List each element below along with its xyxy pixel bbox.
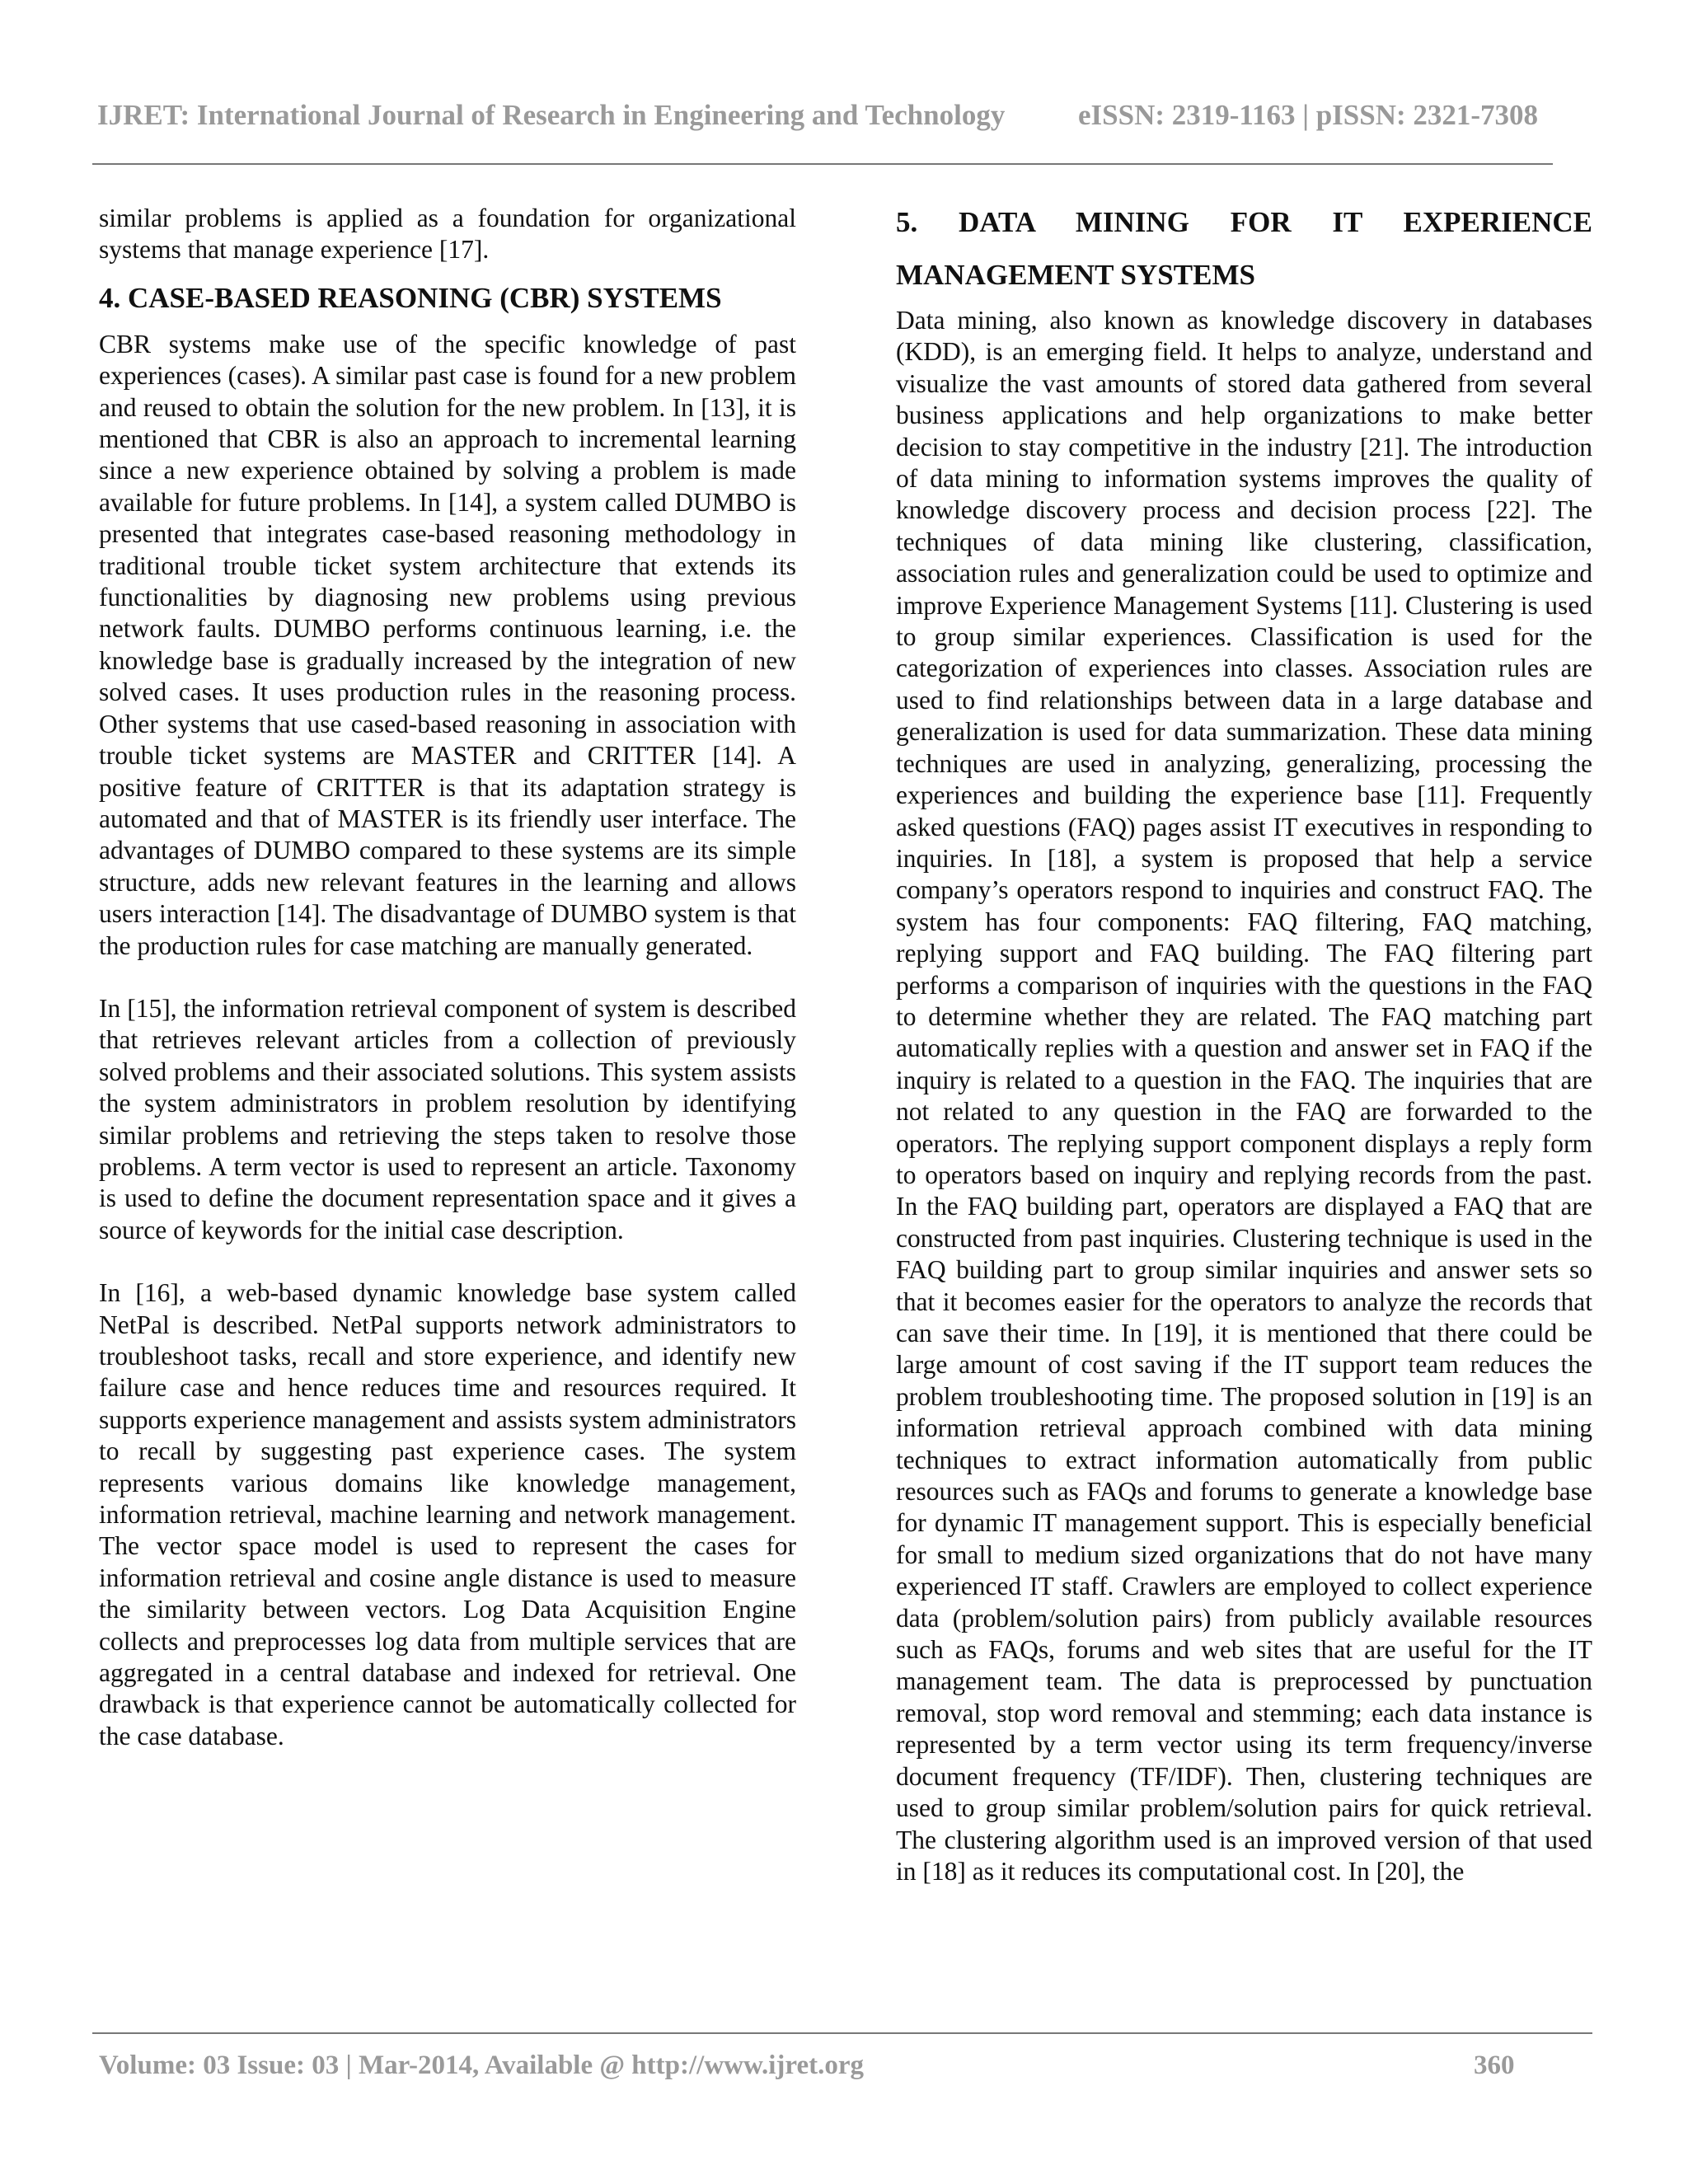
section-4-paragraph-2: In [15], the information retrieval component of system is described that retrieves relevant articles from a collection of previously solved problems and their associated solutions. This system assists the system administrators in problem resolution by identifying similar problems and retrieving the steps taken to resolve those problems. A term vector is used to represent an article. Taxonomy is used to define the document representation space and it gives a source of keywords for the initial case description. xyxy=(99,993,796,1244)
intro-paragraph: similar problems is applied as a foundation for organizational systems that manage experience [17]. xyxy=(99,204,796,265)
footer-rule xyxy=(92,2032,1592,2034)
section-4-paragraph-3: In [16], a web-based dynamic knowledge base system called NetPal is described. NetPal supports network administrators to troubleshoot tasks, recall and store experience, and identify new failure case and hence reduces time and resources required. It supports experience management and assists system administrators to recall by suggesting past experience cases. The system represents various domains like knowledge management, information retrieval, machine learning and network management. The vector space model is used to represent the cases for information retrieval and cosine angle distance is used to measure the similarity between vectors. Log Data Acquisition Engine collects and preprocesses log data from multiple services that are aggregated in a central database and indexed for retrieval. One drawback is that experience cannot be automatically collected for the case database. xyxy=(99,1278,796,1750)
volume-info: Volume: 03 Issue: 03 | Mar-2014, Available @ http://www.ijret.org xyxy=(99,2050,864,2080)
right-column xyxy=(896,203,1592,1887)
section-5-heading-line-1: 5. DATA MINING FOR IT EXPERIENCE xyxy=(896,206,1592,238)
paragraph-gap xyxy=(99,962,796,993)
journal-title: IJRET: International Journal of Research in Engineering and Technology xyxy=(97,99,1006,131)
section-5-paragraph-1: Data mining, also known as knowledge discovery in databases (KDD), is an emerging field. It helps to analyze, understand and visualize the vast amounts of stored data gathered from several business applications and help organizations to make better decision to stay competitive in the industry [21]. The introduction of data mining to information systems improves the quality of knowledge discovery process and decision process [22]. The techniques of data mining like clustering, classification, association rules and generalization could be used to optimize and improve Experience Management Systems [11]. Clustering is used to group similar experiences. Classification is used for the categorization of experiences into classes. Association rules are used to find relationships between data in a large database and generalization is used for data summarization. These data mining techniques are used in analyzing, generalizing, processing the experiences and building the experience base [11]. Frequently asked questions (FAQ) pages assist IT executives in responding to inquiries. In [18], a system is proposed that help a service company’s operators respond to inquiries and construct FAQ. The system has four components: FAQ filtering, FAQ matching, replying support and FAQ building. The FAQ filtering part performs a comparison of inquiries with the questions in the FAQ to determine whether they are related. The FAQ matching part automatically replies with a question and answer set in FAQ if the inquiry is related to a question in the FAQ. The inquiries that are not related to any question in the FAQ are forwarded to the operators. The replying support component displays a reply form to operators based on inquiry and replying records from the past. In the FAQ building part, operators are displayed a FAQ that are constructed from past inquiries. Clustering technique is used in the FAQ building part to group similar inquiries and answer sets so that it becomes easier for the operators to analyze the records that can save their time. In [19], it is mentioned that there could be large amount of cost saving if the IT support team reduces the problem troubleshooting time. The proposed solution in [19] is an information retrieval approach combined with data mining techniques to extract information automatically from public resources such as FAQs and forums to generate a knowledge base for dynamic IT management support. This is especially beneficial for small to medium sized organizations that do not have many experienced IT staff. Crawlers are employed to collect experience data (problem/solution pairs) from publicly available resources such as FAQs, forums and web sites that are useful for the IT management team. The data is preprocessed by punctuation removal, stop word removal and stemming; each data instance is represented by a term vector using its term frequency/inverse document frequency (TF/IDF). Then, clustering techniques are used to group similar problem/solution pairs for quick retrieval. The clustering algorithm used is an improved version of that used in [18] as it reduces its computational cost. In [20], the xyxy=(896,306,1592,1886)
left-column xyxy=(99,203,796,1752)
issn-info: eISSN: 2319-1163 | pISSN: 2321-7308 xyxy=(1078,99,1539,131)
page-number: 360 xyxy=(1474,2050,1515,2080)
section-5-heading-line-2: MANAGEMENT SYSTEMS xyxy=(896,259,1255,291)
paragraph-gap xyxy=(99,1246,796,1277)
section-4-heading: 4. CASE-BASED REASONING (CBR) SYSTEMS xyxy=(99,281,722,314)
page-header xyxy=(0,99,1688,135)
header-rule xyxy=(92,163,1553,165)
section-4-paragraph-1: CBR systems make use of the specific knowledge of past experiences (cases). A similar past case is found for a new problem and reused to obtain the solution for the new problem. In [13], it is mentioned that CBR is also an approach to incremental learning since a new experience obtained by solving a problem is made available for future problems. In [14], a system called DUMBO is presented that integrates case-based reasoning methodology in traditional trouble ticket system architecture that extends its functionalities by diagnosing new problems using previous network faults. DUMBO performs continuous learning, i.e. the knowledge base is gradually increased by the integration of new solved cases. It uses production rules in the reasoning process. Other systems that use cased-based reasoning in association with trouble ticket systems are MASTER and CRITTER [14]. A positive feature of CRITTER is that its adaptation strategy is automated and that of MASTER is its friendly user interface. The advantages of DUMBO compared to these systems are its simple structure, adds new relevant features in the learning and allows users interaction [14]. The disadvantage of DUMBO system is that the production rules for case matching are manually generated. xyxy=(99,329,796,960)
page-footer xyxy=(0,2050,1688,2087)
section-5-heading xyxy=(896,196,1592,302)
